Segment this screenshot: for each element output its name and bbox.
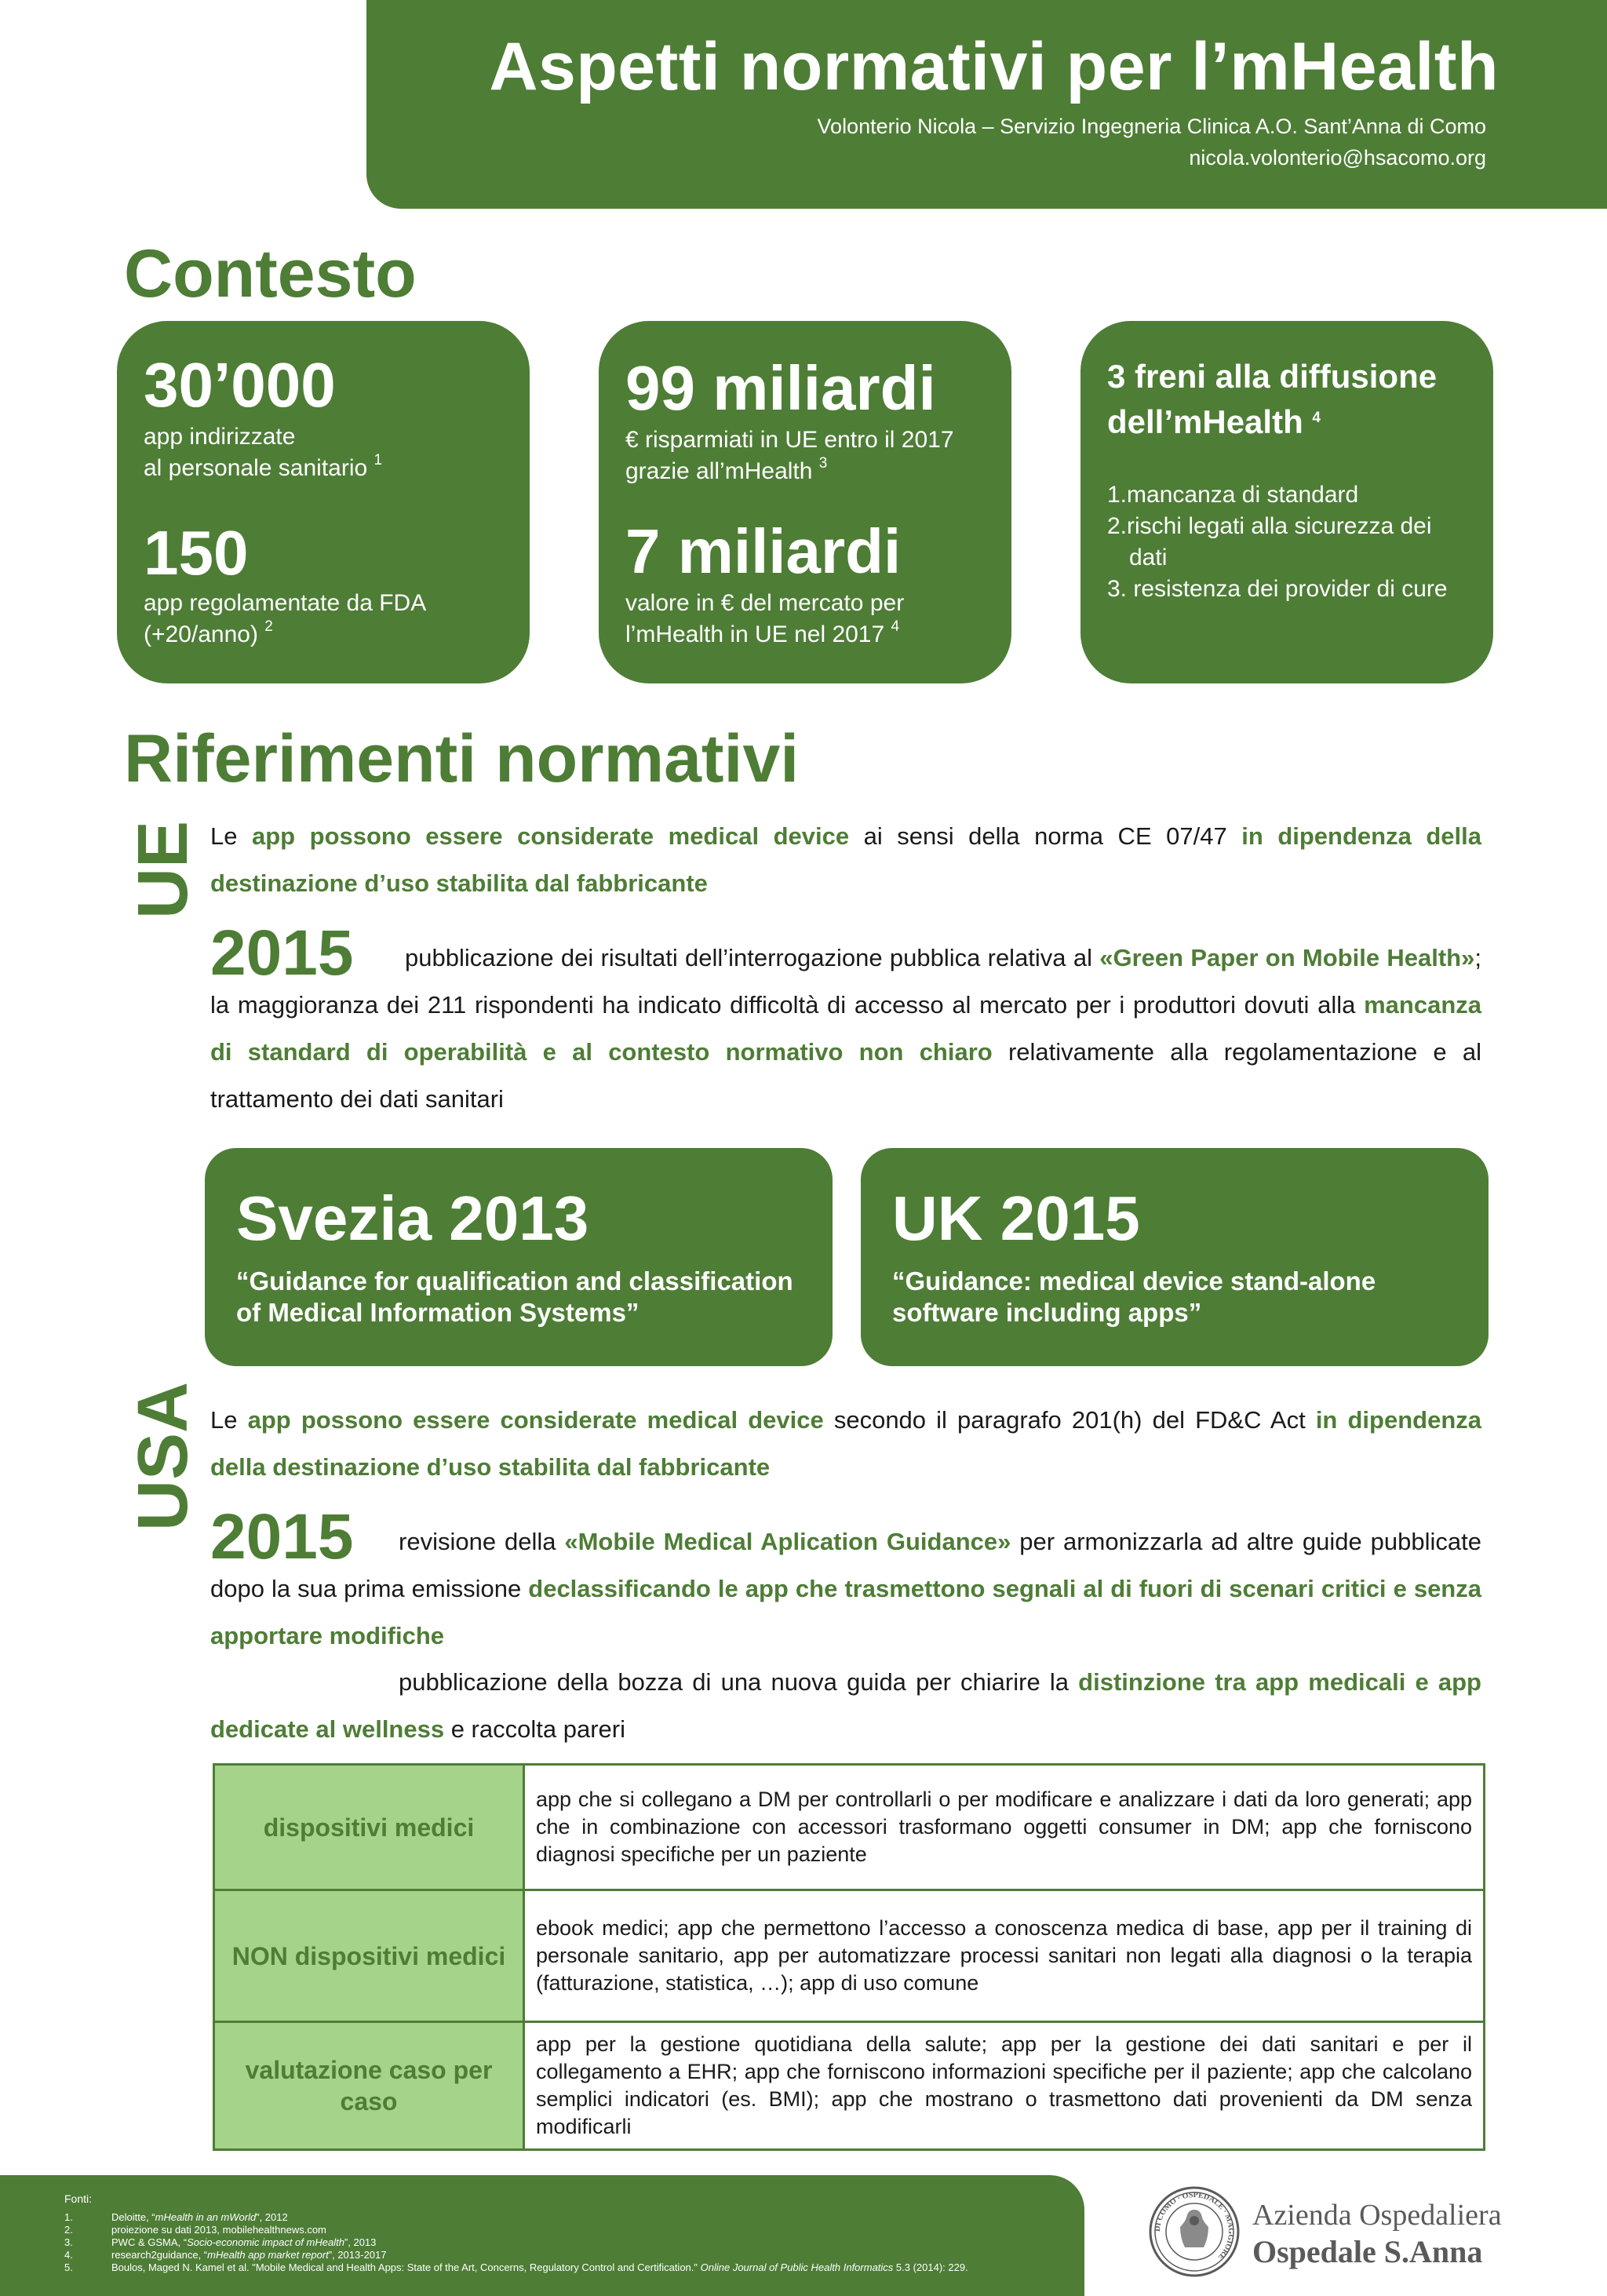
uk-guidance-box bbox=[861, 1148, 1489, 1366]
stat-value: 150 bbox=[144, 518, 249, 588]
side-label-usa: USA bbox=[124, 1381, 202, 1531]
source-item: 1. Deloitte, “mHealth in an mWorld”, 2012 bbox=[64, 2211, 288, 2223]
uk-title: UK 2015 bbox=[892, 1183, 1140, 1253]
table-row bbox=[214, 1765, 1485, 1890]
sweden-guidance-box bbox=[205, 1148, 833, 1366]
stat-value: 99 miliardi bbox=[625, 353, 936, 423]
context-card-barriers bbox=[1080, 321, 1493, 683]
list-item: 3. resistenza dei provider di cure bbox=[1107, 576, 1448, 602]
source-item: 5. Boulos, Maged N. Kamel et al. "Mobile Medical and Health Apps: State of the Art, Concerns, Regulatory Control and Certification." Online Journal of Public Health Informatics 5.3 (2014): 229. bbox=[64, 2261, 968, 2273]
section-title-context: Contesto bbox=[124, 236, 417, 312]
sweden-title: Svezia 2013 bbox=[236, 1183, 589, 1253]
hospital-seal-logo-icon bbox=[1149, 2186, 1240, 2277]
table-row bbox=[214, 1890, 1485, 2022]
table-description: ebook medici; app che permettono l’accesso a conoscenza medica di base, app per il training di personale sanitario, app per automatizzare processi sanitari non legati alla diagnosi o la terapia (fatturazione, statistica, …); app di uso comune bbox=[524, 1890, 1485, 2022]
header-banner bbox=[366, 0, 1607, 209]
stat-description: app regolamentate da FDA (+20/anno) $^2$ bbox=[144, 590, 427, 647]
barriers-list bbox=[1107, 479, 1476, 605]
stat-value: 30’000 bbox=[144, 350, 336, 420]
classification-table bbox=[213, 1763, 1485, 2151]
footnote-ref: 3 bbox=[818, 455, 828, 472]
table-category: dispositivi medici bbox=[214, 1765, 524, 1890]
barriers-title: 3 freni alla diffusione dell’mHealth $^4$ bbox=[1107, 358, 1438, 440]
stat-description: valore in € del mercato per l’mHealth in UE nel 2017 $^4$ bbox=[625, 590, 905, 647]
seal-text: DI COMO · OSPEDALE · MAGGIORE bbox=[1153, 2190, 1236, 2261]
section-title-regulations: Riferimenti normativi bbox=[124, 721, 800, 796]
footnote-ref: 4 bbox=[1312, 410, 1321, 426]
source-item: 2. proiezione su dati 2013, mobilehealthnews.com bbox=[64, 2224, 326, 2236]
usa-paragraph-2: revisione della «Mobile Medical Aplication Guidance» per armonizzarla ad altre guide pubblicate dopo la sua prima emissione declassificando le app che trasmettono segnali al di fuori di scenari critici e senza apportare modifiche bbox=[210, 1528, 1481, 1649]
source-item: 4. research2guidance, “mHealth app market report”, 2013-2017 bbox=[64, 2249, 387, 2261]
table-description: app per la gestione quotidiana della salute; app per la gestione dei dati sanitari e per il collegamento a EHR; app che forniscono informazioni specifiche per il paziente; app che calcolano semplici indicatori (es. BMI); app che mostrano o trasmettono dati provenienti da DM senza modificarli bbox=[524, 2022, 1485, 2150]
footnote-ref: 4 bbox=[891, 618, 900, 635]
list-item: 1.mancanza di standard bbox=[1107, 482, 1359, 508]
poster-title: Aspetti normativi per l’mHealth bbox=[489, 29, 1499, 104]
footer-sources bbox=[0, 2175, 1084, 2296]
author-line: Volonterio Nicola – Servizio Ingegneria Clinica A.O. Sant’Anna di Como bbox=[817, 115, 1486, 138]
ue-paragraph-2: pubblicazione dei risultati dell’interrogazione pubblica relativa al «Green Paper on Mobile Health»; la maggioranza dei 211 rispondenti ha indicato difficoltà di accesso al mercato per i produttori dovuti alla mancanza di standard di operabilità e al contesto normativo non chiaro relativamente alla regolamentazione e al trattamento dei dati sanitari bbox=[210, 944, 1481, 1113]
ue-paragraph-1: Le app possono essere considerate medical device ai sensi della norma CE 07/47 in dipendenza della destinazione d’uso stabilita dal fabbricante bbox=[210, 822, 1481, 897]
stat-description: app indirizzate al personale sanitario $^1$ bbox=[144, 424, 383, 481]
side-label-ue: UE bbox=[124, 820, 202, 919]
sweden-subtitle: “Guidance for qualification and classification of Medical Information Systems” bbox=[236, 1266, 793, 1327]
list-item: 2.rischi legati alla sicurezza dei dati bbox=[1107, 513, 1432, 570]
stat-value: 7 miliardi bbox=[625, 516, 902, 586]
usa-paragraph-1: Le app possono essere considerate medical device secondo il paragrafo 201(h) del FD&C Act in dipendenza della destinazione d’uso stabilita dal fabbricante bbox=[210, 1406, 1481, 1481]
table-description: app che si collegano a DM per controllarli o per modificare e analizzare i dati da loro generati; app che in combinazione con accessori trasformano oggetti consumer in DM; app che forniscono diagnosi specifiche per un paziente bbox=[524, 1765, 1485, 1890]
table-category: NON dispositivi medici bbox=[214, 1890, 524, 2022]
table-row bbox=[214, 2022, 1485, 2150]
usa-year: 2015 bbox=[210, 1501, 354, 1573]
footnote-ref: 1 bbox=[374, 452, 383, 468]
stat-description: € risparmiati in UE entro il 2017 grazie all’mHealth $^3$ bbox=[625, 427, 954, 484]
footnote-ref: 2 bbox=[264, 618, 273, 635]
usa-paragraph-3: pubblicazione della bozza di una nuova guida per chiarire la distinzione tra app medicali e app dedicate al wellness e raccolta pareri bbox=[210, 1668, 1481, 1743]
ue-year: 2015 bbox=[210, 917, 354, 989]
author-email[interactable]: nicola.volonterio@hsacomo.org bbox=[1189, 146, 1486, 169]
uk-subtitle: “Guidance: medical device stand-alone software including apps” bbox=[892, 1266, 1376, 1327]
source-item: 3. PWC & GSMA, “Socio-economic impact of mHealth”, 2013 bbox=[64, 2236, 377, 2248]
table-category: valutazione caso per caso bbox=[214, 2022, 524, 2150]
context-card-apps bbox=[117, 321, 530, 683]
hospital-name-line1: Azienda Ospedaliera bbox=[1252, 2199, 1502, 2232]
hospital-name-line2: Ospedale S.Anna bbox=[1252, 2234, 1483, 2269]
sources-label: Fonti: bbox=[64, 2192, 93, 2205]
context-card-savings bbox=[599, 321, 1011, 683]
